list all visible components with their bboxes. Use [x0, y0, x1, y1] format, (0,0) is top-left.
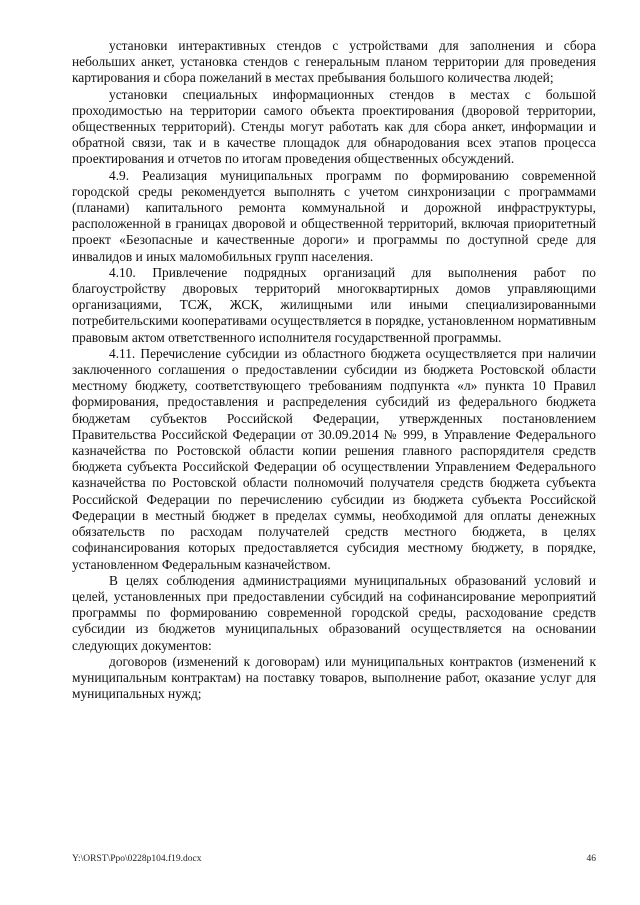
paragraph-4-9: 4.9. Реализация муниципальных программ по формированию современной городской среды рекомендуется выполнять с учетом синхронизации с программами (планами) капитального ремонта коммунальной и дорожной инфраструктуры, расположенной в границах дворовой и общественной территорий, включая приоритетный проект «Безопасные и качественные дороги» и программы по доступной среде для инвалидов и иных маломобильных групп населения.	[72, 167, 596, 264]
paragraph-4-10: 4.10. Привлечение подрядных организаций для выполнения работ по благоустройству дворовых территорий многоквартирных домов управляющими организациями, ТСЖ, ЖСК, жилищными или иными специализированными потребительскими кооперативами осуществляется в порядке, установленном нормативным правовым актом ответственного исполнителя государственной программы.	[72, 264, 596, 345]
page-footer	[72, 854, 596, 864]
paragraph-stands-special: установки специальных информационных стендов в местах с большой проходимостью на территории самого объекта проектирования (дворовой территории, общественных территорий). Стенды могут работать как для сбора анкет, информации и обратной связи, так и в качестве площадок для обнародования всех этапов процесса проектирования и отчетов по итогам проведения общественных обсуждений.	[72, 86, 596, 167]
footer-file-path: Y:\ORST\Ppo\0228p104.f19.docx	[72, 854, 202, 864]
paragraph-contracts: договоров (изменений к договорам) или муниципальных контрактов (изменений к муниципальным контрактам) на поставку товаров, выполнение работ, оказание услуг для муниципальных нужд;	[72, 653, 596, 702]
footer-page-number: 46	[586, 854, 596, 864]
paragraph-conditions: В целях соблюдения администрациями муниципальных образований условий и целей, установленных при предоставлении субсидий на софинансирование мероприятий программы по формированию современной городской среды, расходование средств субсидии из бюджетов муниципальных образований осуществляется на основании следующих документов:	[72, 572, 596, 653]
paragraph-stands-interactive: установки интерактивных стендов с устройствами для заполнения и сбора небольших анкет, установка стендов с генеральным планом территории для проведения картирования и сбора пожеланий в местах пребывания большого количества людей;	[72, 38, 596, 86]
paragraph-4-11: 4.11. Перечисление субсидии из областного бюджета осуществляется при наличии заключенного соглашения о предоставлении субсидии из бюджета Ростовской области местному бюджету, соответствующего требованиям подпункта «л» пункта 10 Правил формирования, предоставления и распределения субсидий из федерального бюджета бюджетам субъектов Российской Федерации, утвержденных постановлением Правительства Российской Федерации от 30.09.2014 № 999, в Управление Федерального казначейства по Ростовской области копии решения главного распорядителя средств бюджета субъекта Российской Федерации об осуществлении Управлением Федерального казначейства по Ростовской области полномочий получателя средств бюджета субъекта Российской Федерации по перечислению субсидии из бюджета субъекта Российской Федерации в местный бюджет в пределах суммы, необходимой для оплаты денежных обязательств по расходам получателей средств местного бюджета, в целях софинансирования которых предоставляется субсидия местному бюджету, в порядке, установленном Федеральным казначейством.	[72, 345, 596, 572]
document-page	[72, 38, 596, 702]
